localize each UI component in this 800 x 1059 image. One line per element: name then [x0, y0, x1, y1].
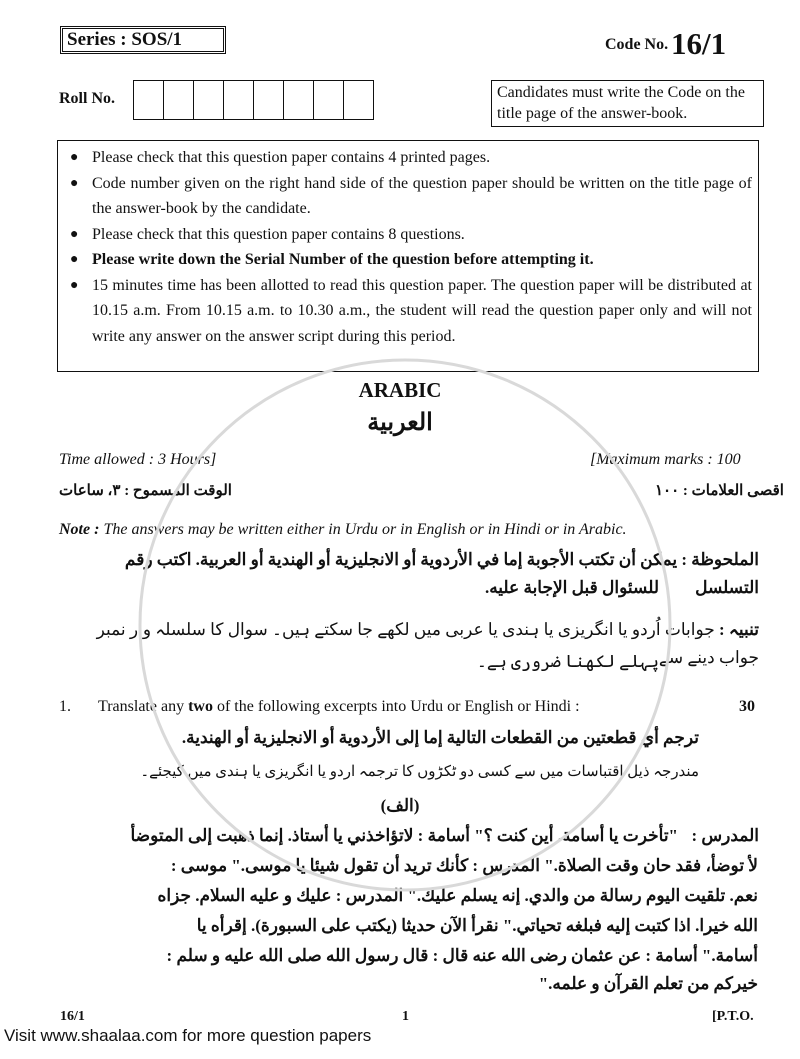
footer-pto: [P.T.O. [712, 1009, 754, 1024]
roll-box [223, 80, 254, 120]
code-label: Code No. [605, 36, 669, 53]
question-urdu-instruction: مندرجہ ذیل اقتباسات میں سے کسی دو ٹکڑوں کا ترجمہ اردو یا انگریزی یا ہندی میں کیجئے۔ [140, 764, 699, 780]
passage-line: أسامة." أسامة : عن عثمان رضى الله عنه قال : قال رسول الله صلى الله عليه و سلم : [166, 946, 758, 965]
instructions-box [57, 140, 759, 372]
passage-line: الله خيرا. اذا كتبت إليه فبلغه تحياتي." نقرأ الآن حديثا (يكتب على السبورة). إقرأه يا [196, 916, 758, 935]
max-marks-english: [Maximum marks : 100 [590, 451, 741, 468]
passage-line: لأ توضأ، فقد حان وقت الصلاة." المدرس : كأنك تريد أن تقول شيئا يا موسى." موسى : [170, 856, 758, 875]
time-allowed-english: Time allowed : 3 Hours] [59, 451, 217, 468]
roll-box [193, 80, 224, 120]
question-arabic-instruction: ترجم أي قطعتين من القطعات التالية إما إلى الأردوية أو الانجليزية أو الهندية. [181, 728, 699, 747]
bullet-icon: ● [70, 226, 79, 242]
note-label: Note : [59, 521, 100, 538]
bullet-icon: ● [70, 150, 79, 165]
note-arabic-line: يمكن أن تكتب الأجوبة إما في الأردوية أو الانجليزية أو الهندية أو العربية. اكتب رقم التسلسل [124, 550, 759, 597]
max-marks-arabic: اقصى العلامات : ١٠٠ [655, 483, 784, 499]
roll-box [253, 80, 284, 120]
roll-box [313, 80, 344, 120]
roll-box [283, 80, 314, 120]
roll-number-boxes [134, 80, 374, 120]
visit-link-text: Visit www.shaalaa.com for more question papers [4, 1026, 372, 1045]
note-urdu-label: تنبیہ : [719, 620, 759, 639]
series-label: Series : SOS/1 [60, 26, 226, 54]
passage-speaker-label: المدرس : [691, 826, 759, 845]
roll-box [163, 80, 194, 120]
roll-box [343, 80, 374, 120]
note-english [59, 521, 627, 539]
question-text: Translate any two of the following excerpts into Urdu or English or Hindi : [98, 698, 580, 715]
note-arabic-line2: للسئوال قبل الإجابة عليه. [484, 578, 659, 597]
instruction-item: ● Please check that this question paper contains 8 questions. [70, 222, 752, 248]
question-marks: 30 [739, 698, 755, 715]
instruction-item: ● Please write down the Serial Number of the question before attempting it. [70, 247, 752, 273]
note-text: The answers may be written either in Urdu or in English or in Hindi or in Arabic. [103, 521, 627, 538]
instruction-item: ● Please check that this question paper contains 4 printed pages. [70, 145, 752, 171]
code-value: 16/1 [671, 26, 727, 61]
footer-code: 16/1 [60, 1009, 85, 1024]
bullet-icon: ● [70, 277, 79, 293]
note-arabic-label: الملحوظة : [681, 550, 759, 569]
subject-title-english: ARABIC [358, 378, 442, 402]
instruction-item: ● 15 minutes time has been allotted to read this question paper. The question paper will be distributed at 10.15 a.m. From 10.15 a.m. to 10.30 a.m., the student will read the question paper only and will not write any answer on the answer script during this period. [70, 273, 752, 350]
passage-line: "تأخرت يا أسامة. أين كنت ؟" أسامة : لاتؤاخذني يا أستاذ. إنما ذهبت إلى المتوضأ [130, 826, 678, 845]
time-allowed-arabic: الوقت المسموح : ٣، ساعات [59, 483, 232, 499]
note-urdu-line: جوابات اُردو یا انگریزی یا ہندی یا عربی میں لکھے جا سکتے ہیں۔ سوال کا سلسلہ وار نمبر جواب دینے سے [96, 620, 759, 667]
passage-line: نعم. تلقيت اليوم رسالة من والدي. إنه يسلم عليك." المدرس : عليك و عليه السلام. جزاه [157, 886, 758, 905]
candidates-note: Candidates must write the Code on the title page of the answer-book. [491, 80, 764, 127]
bullet-icon: ● [70, 175, 79, 191]
roll-label: Roll No. [59, 90, 115, 107]
instruction-item: ● Code number given on the right hand side of the question paper should be written on the title page of the answer-book by the candidate. [70, 171, 752, 222]
bullet-icon: ● [70, 252, 79, 267]
footer-page-number: 1 [402, 1009, 409, 1024]
passage-line: خيركم من تعلم القرآن و علمه." [538, 974, 758, 993]
subject-title-arabic: العربية [367, 410, 433, 436]
question-number: 1. [59, 698, 71, 715]
section-label: (الف) [380, 796, 420, 815]
note-urdu-line2: پہلے لکھنا ضروری ہے۔ [476, 652, 659, 671]
roll-box [133, 80, 164, 120]
